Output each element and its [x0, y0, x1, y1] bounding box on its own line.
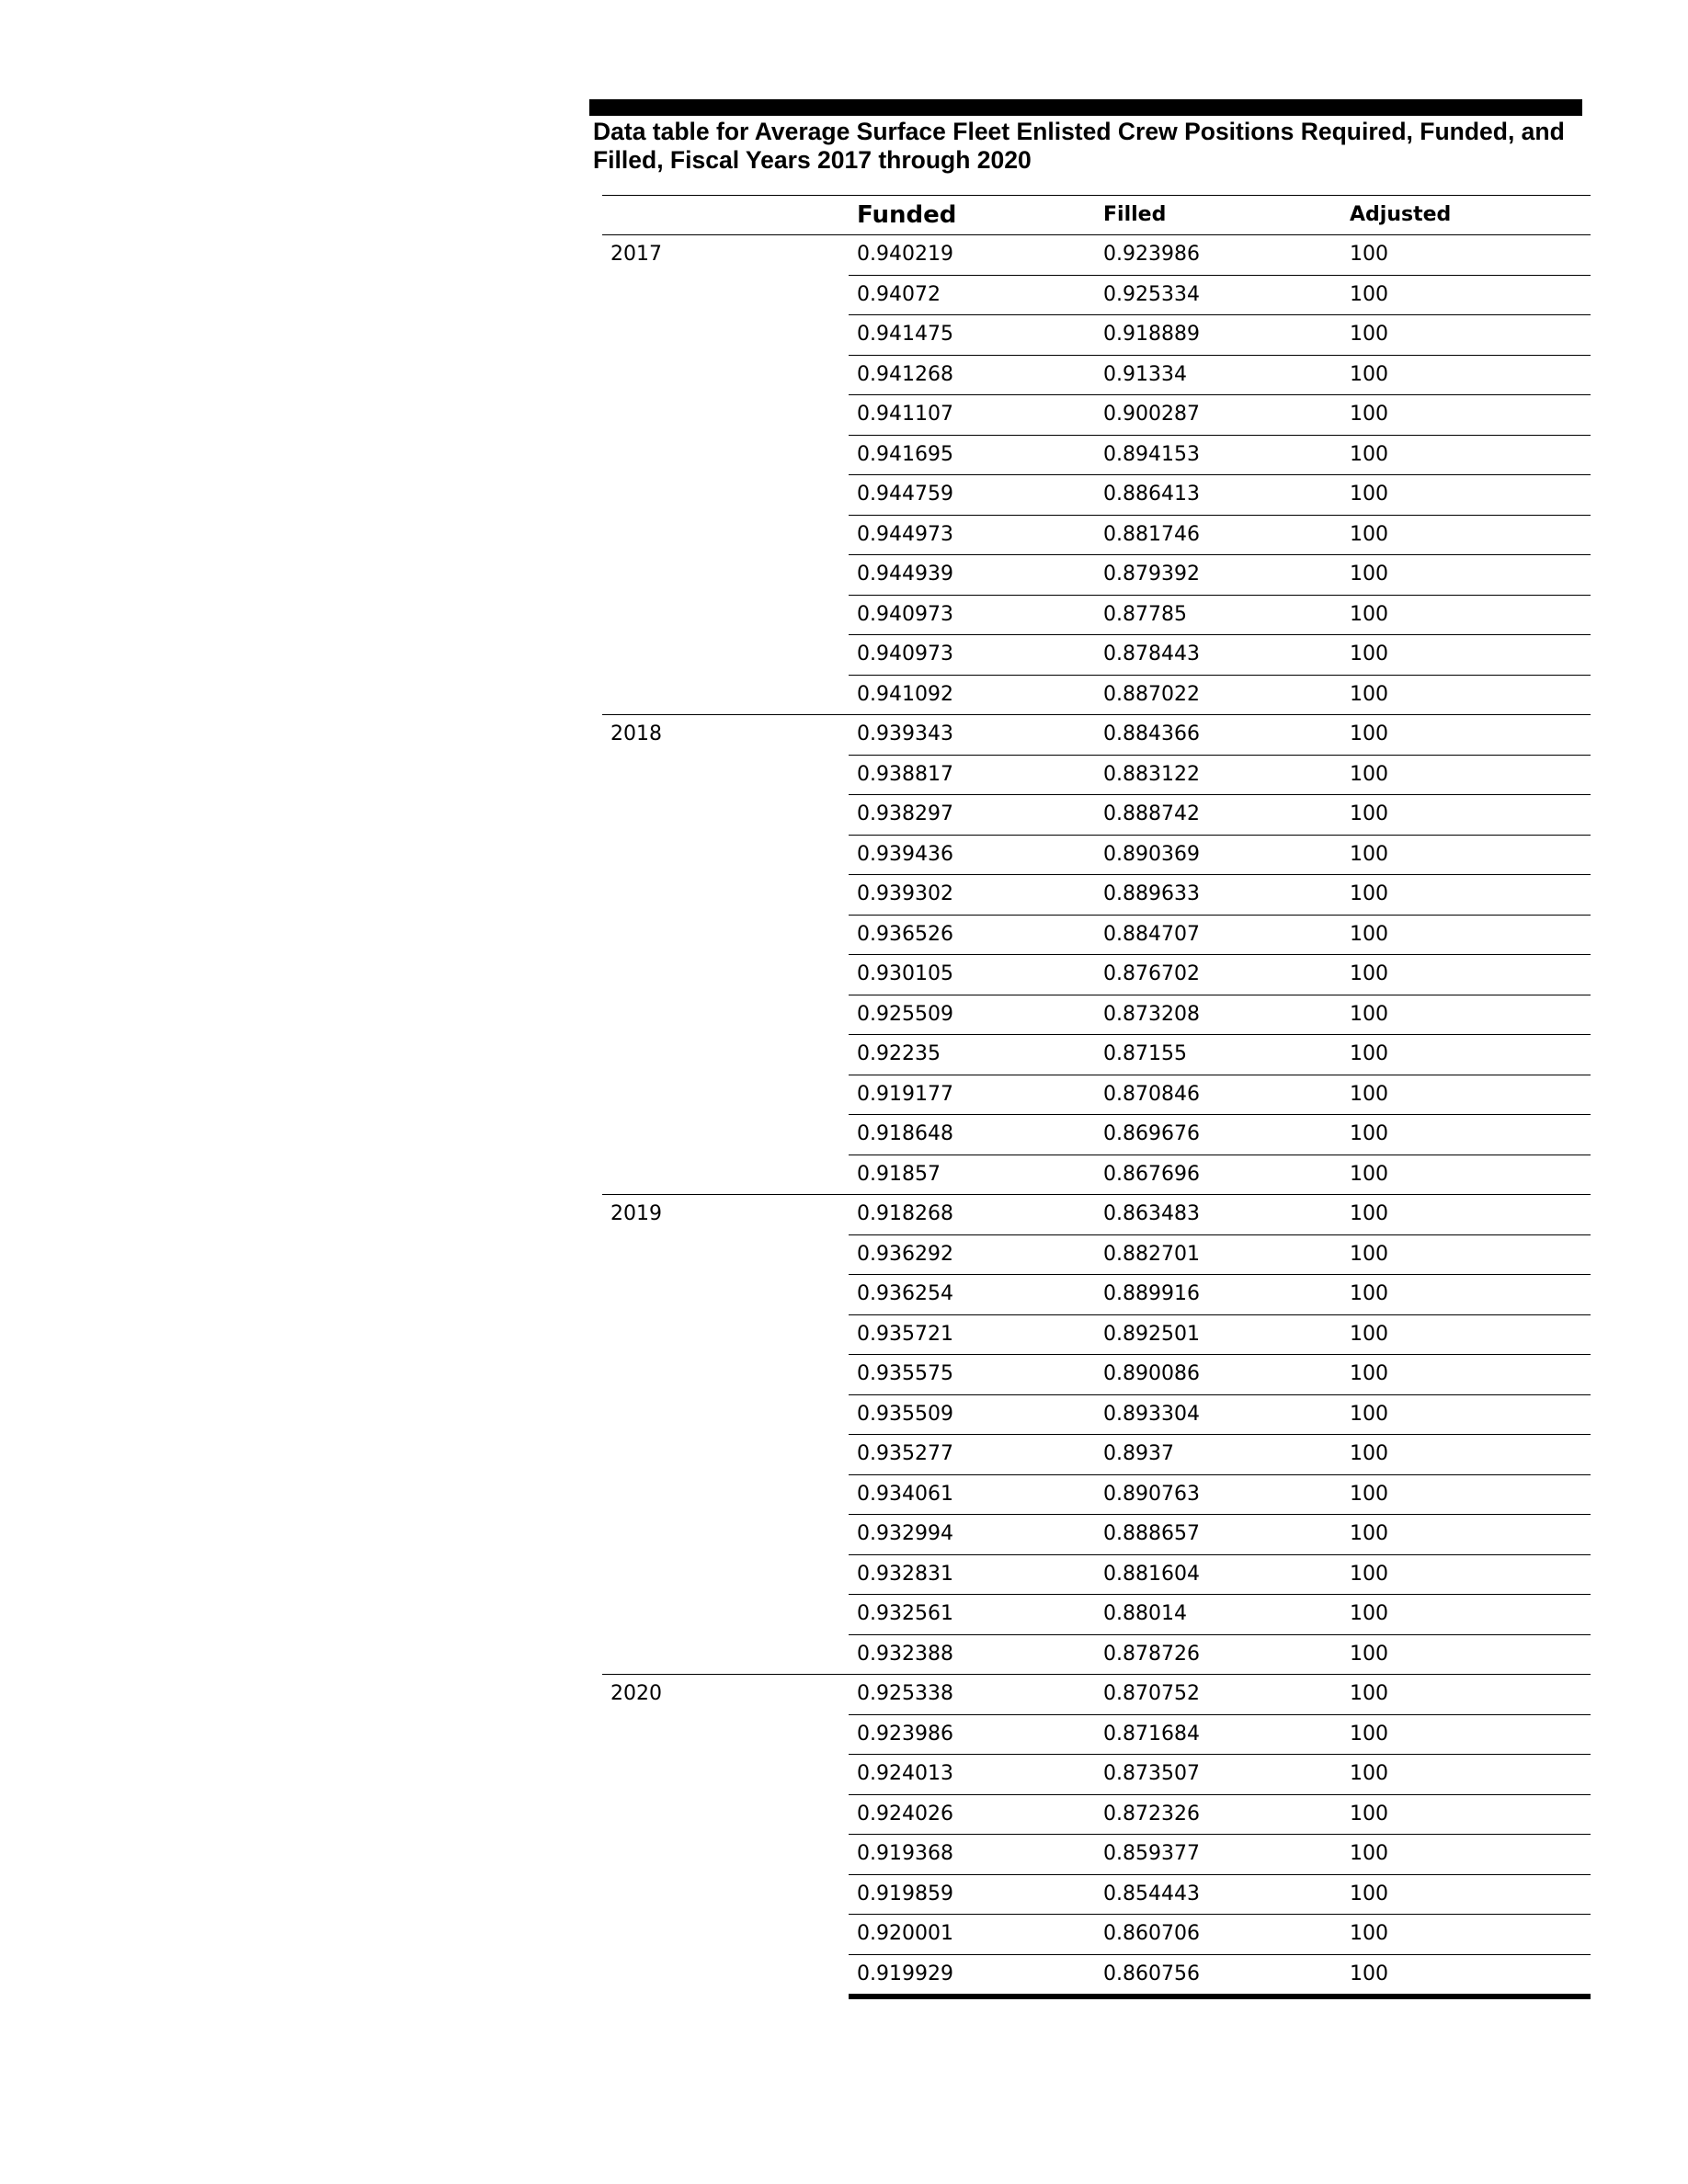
table-row [602, 715, 1591, 756]
adjusted-cell: 100 [1341, 1195, 1591, 1235]
adjusted-cell: 100 [1341, 675, 1591, 715]
funded-cell: 0.939343 [849, 715, 1095, 756]
adjusted-cell: 100 [1341, 1714, 1591, 1755]
funded-cell: 0.936526 [849, 915, 1095, 955]
funded-cell: 0.936254 [849, 1275, 1095, 1315]
funded-cell: 0.939302 [849, 875, 1095, 916]
funded-cell: 0.919368 [849, 1835, 1095, 1875]
funded-cell: 0.938297 [849, 795, 1095, 836]
funded-cell: 0.936292 [849, 1234, 1095, 1275]
funded-cell: 0.932994 [849, 1515, 1095, 1555]
adjusted-cell: 100 [1341, 315, 1591, 356]
adjusted-cell: 100 [1341, 1675, 1591, 1715]
filled-cell: 0.876702 [1095, 955, 1341, 995]
filled-cell: 0.894153 [1095, 435, 1341, 475]
funded-cell: 0.932388 [849, 1634, 1095, 1675]
data-table [602, 195, 1591, 1999]
adjusted-cell: 100 [1341, 1515, 1591, 1555]
filled-cell: 0.884707 [1095, 915, 1341, 955]
adjusted-cell: 100 [1341, 555, 1591, 596]
funded-cell: 0.944973 [849, 515, 1095, 555]
filled-cell: 0.870846 [1095, 1075, 1341, 1115]
adjusted-cell: 100 [1341, 235, 1591, 276]
funded-cell: 0.918268 [849, 1195, 1095, 1235]
funded-cell: 0.935509 [849, 1394, 1095, 1435]
filled-cell: 0.888657 [1095, 1515, 1341, 1555]
adjusted-cell: 100 [1341, 1035, 1591, 1075]
filled-cell: 0.871684 [1095, 1714, 1341, 1755]
filled-cell: 0.873507 [1095, 1755, 1341, 1795]
adjusted-cell: 100 [1341, 1595, 1591, 1635]
adjusted-cell: 100 [1341, 435, 1591, 475]
filled-cell: 0.890086 [1095, 1355, 1341, 1395]
filled-cell: 0.883122 [1095, 755, 1341, 795]
header-filled: Filled [1095, 196, 1341, 235]
adjusted-cell: 100 [1341, 395, 1591, 436]
title-rule [589, 99, 1582, 116]
adjusted-cell: 100 [1341, 715, 1591, 756]
filled-cell: 0.863483 [1095, 1195, 1341, 1235]
filled-cell: 0.881746 [1095, 515, 1341, 555]
year-cell: 2019 [602, 1195, 849, 1675]
filled-cell: 0.873208 [1095, 995, 1341, 1035]
adjusted-cell: 100 [1341, 1794, 1591, 1835]
funded-cell: 0.920001 [849, 1915, 1095, 1955]
adjusted-cell: 100 [1341, 1115, 1591, 1155]
table-row [602, 1195, 1591, 1235]
funded-cell: 0.918648 [849, 1115, 1095, 1155]
filled-cell: 0.918889 [1095, 315, 1341, 356]
funded-cell: 0.940973 [849, 595, 1095, 635]
filled-cell: 0.890369 [1095, 835, 1341, 875]
adjusted-cell: 100 [1341, 1435, 1591, 1475]
filled-cell: 0.870752 [1095, 1675, 1341, 1715]
funded-cell: 0.92235 [849, 1035, 1095, 1075]
year-cell: 2020 [602, 1675, 849, 1997]
filled-cell: 0.859377 [1095, 1835, 1341, 1875]
table-row [602, 1675, 1591, 1715]
funded-cell: 0.939436 [849, 835, 1095, 875]
filled-cell: 0.890763 [1095, 1474, 1341, 1515]
funded-cell: 0.944759 [849, 475, 1095, 516]
adjusted-cell: 100 [1341, 1075, 1591, 1115]
adjusted-cell: 100 [1341, 795, 1591, 836]
filled-cell: 0.884366 [1095, 715, 1341, 756]
adjusted-cell: 100 [1341, 1394, 1591, 1435]
adjusted-cell: 100 [1341, 955, 1591, 995]
adjusted-cell: 100 [1341, 515, 1591, 555]
adjusted-cell: 100 [1341, 1954, 1591, 1996]
filled-cell: 0.889916 [1095, 1275, 1341, 1315]
funded-cell: 0.919859 [849, 1874, 1095, 1915]
funded-cell: 0.944939 [849, 555, 1095, 596]
filled-cell: 0.867696 [1095, 1155, 1341, 1195]
header-funded: Funded [849, 196, 1095, 235]
filled-cell: 0.854443 [1095, 1874, 1341, 1915]
funded-cell: 0.935575 [849, 1355, 1095, 1395]
funded-cell: 0.941268 [849, 355, 1095, 395]
funded-cell: 0.935277 [849, 1435, 1095, 1475]
adjusted-cell: 100 [1341, 475, 1591, 516]
filled-cell: 0.892501 [1095, 1314, 1341, 1355]
funded-cell: 0.935721 [849, 1314, 1095, 1355]
page-title: Data table for Average Surface Fleet Enlisted Crew Positions Required, Funded, and Filled, Fiscal Years 2017 through 2020 [593, 118, 1565, 174]
filled-cell: 0.879392 [1095, 555, 1341, 596]
adjusted-cell: 100 [1341, 1474, 1591, 1515]
funded-cell: 0.924013 [849, 1755, 1095, 1795]
filled-cell: 0.887022 [1095, 675, 1341, 715]
header-year [602, 196, 849, 235]
filled-cell: 0.893304 [1095, 1394, 1341, 1435]
table-body [602, 235, 1591, 1997]
filled-cell: 0.87785 [1095, 595, 1341, 635]
filled-cell: 0.860756 [1095, 1954, 1341, 1996]
year-cell: 2017 [610, 243, 662, 266]
adjusted-cell: 100 [1341, 1554, 1591, 1595]
adjusted-cell: 100 [1341, 755, 1591, 795]
filled-cell: 0.886413 [1095, 475, 1341, 516]
filled-cell: 0.88014 [1095, 1595, 1341, 1635]
funded-cell: 0.94072 [849, 275, 1095, 315]
filled-cell: 0.923986 [1095, 235, 1341, 276]
table-row [602, 235, 1591, 276]
funded-cell: 0.941107 [849, 395, 1095, 436]
funded-cell: 0.940219 [849, 235, 1095, 276]
funded-cell: 0.925509 [849, 995, 1095, 1035]
adjusted-cell: 100 [1341, 1234, 1591, 1275]
funded-cell: 0.919177 [849, 1075, 1095, 1115]
funded-cell: 0.940973 [849, 635, 1095, 676]
year-cell: 2018 [602, 715, 849, 1195]
adjusted-cell: 100 [1341, 595, 1591, 635]
adjusted-cell: 100 [1341, 355, 1591, 395]
adjusted-cell: 100 [1341, 915, 1591, 955]
adjusted-cell: 100 [1341, 1314, 1591, 1355]
adjusted-cell: 100 [1341, 835, 1591, 875]
filled-cell: 0.878726 [1095, 1634, 1341, 1675]
filled-cell: 0.888742 [1095, 795, 1341, 836]
filled-cell: 0.860706 [1095, 1915, 1341, 1955]
adjusted-cell: 100 [1341, 995, 1591, 1035]
adjusted-cell: 100 [1341, 1355, 1591, 1395]
funded-cell: 0.932831 [849, 1554, 1095, 1595]
filled-cell: 0.889633 [1095, 875, 1341, 916]
adjusted-cell: 100 [1341, 875, 1591, 916]
filled-cell: 0.8937 [1095, 1435, 1341, 1475]
filled-cell: 0.925334 [1095, 275, 1341, 315]
filled-cell: 0.878443 [1095, 635, 1341, 676]
adjusted-cell: 100 [1341, 1915, 1591, 1955]
funded-cell: 0.923986 [849, 1714, 1095, 1755]
adjusted-cell: 100 [1341, 1874, 1591, 1915]
funded-cell: 0.941475 [849, 315, 1095, 356]
funded-cell: 0.932561 [849, 1595, 1095, 1635]
adjusted-cell: 100 [1341, 1634, 1591, 1675]
filled-cell: 0.882701 [1095, 1234, 1341, 1275]
funded-cell: 0.934061 [849, 1474, 1095, 1515]
header-row [602, 196, 1591, 235]
filled-cell: 0.91334 [1095, 355, 1341, 395]
funded-cell: 0.941092 [849, 675, 1095, 715]
adjusted-cell: 100 [1341, 1275, 1591, 1315]
adjusted-cell: 100 [1341, 1835, 1591, 1875]
funded-cell: 0.919929 [849, 1954, 1095, 1996]
funded-cell: 0.930105 [849, 955, 1095, 995]
adjusted-cell: 100 [1341, 1755, 1591, 1795]
filled-cell: 0.881604 [1095, 1554, 1341, 1595]
filled-cell: 0.872326 [1095, 1794, 1341, 1835]
adjusted-cell: 100 [1341, 275, 1591, 315]
filled-cell: 0.87155 [1095, 1035, 1341, 1075]
funded-cell: 0.924026 [849, 1794, 1095, 1835]
filled-cell: 0.869676 [1095, 1115, 1341, 1155]
funded-cell: 0.91857 [849, 1155, 1095, 1195]
funded-cell: 0.941695 [849, 435, 1095, 475]
funded-cell: 0.925338 [849, 1675, 1095, 1715]
adjusted-cell: 100 [1341, 635, 1591, 676]
funded-cell: 0.938817 [849, 755, 1095, 795]
header-adjusted: Adjusted [1341, 196, 1591, 235]
adjusted-cell: 100 [1341, 1155, 1591, 1195]
table-header [602, 196, 1591, 235]
filled-cell: 0.900287 [1095, 395, 1341, 436]
